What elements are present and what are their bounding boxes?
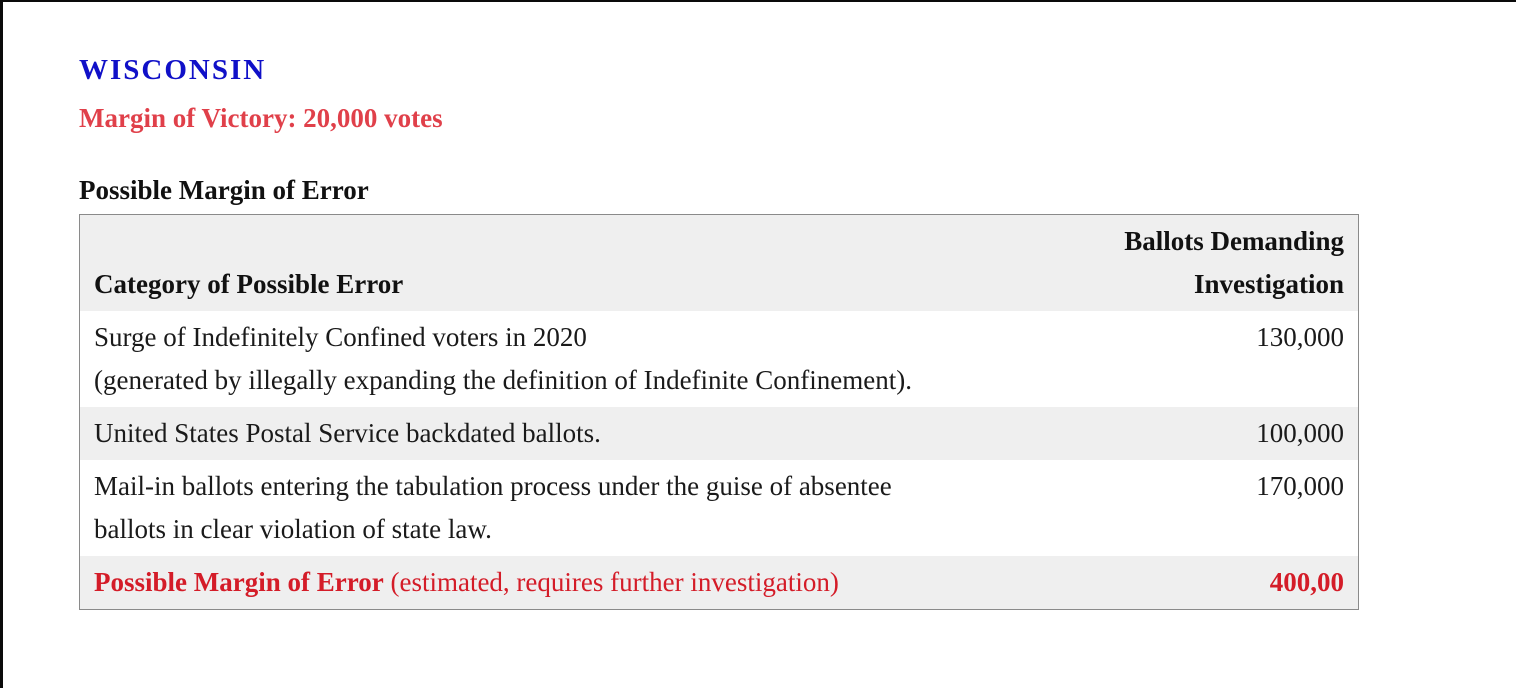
total-note: (estimated, requires further investigation) xyxy=(390,567,839,597)
margin-of-victory: Margin of Victory: 20,000 votes xyxy=(79,103,443,133)
category-cell xyxy=(80,460,1031,556)
column-header-ballots xyxy=(1030,215,1359,312)
ballots-cell: 100,000 xyxy=(1256,418,1344,448)
table-row xyxy=(80,407,1359,460)
table-header-row xyxy=(80,215,1359,312)
margin-of-error-table xyxy=(79,214,1359,610)
total-label: Possible Margin of Error xyxy=(94,567,384,597)
ballots-cell: 130,000 xyxy=(1256,322,1344,352)
column-header-category-label: Category of Possible Error xyxy=(94,269,404,299)
category-text: Mail-in ballots entering the tabulation process under the guise of absentee xyxy=(94,471,892,501)
table-row xyxy=(80,311,1359,407)
category-subtext: (generated by illegally expanding the definition of Indefinite Confinement). xyxy=(94,365,912,395)
state-title: WISCONSIN xyxy=(79,54,267,86)
category-subtext: ballots in clear violation of state law. xyxy=(94,514,492,544)
total-value: 400,00 xyxy=(1269,567,1344,597)
ballots-cell: 170,000 xyxy=(1256,471,1344,501)
total-label-cell xyxy=(80,556,1031,610)
column-header-ballots-line1: Ballots Demanding xyxy=(1124,226,1344,256)
table-total-row xyxy=(80,556,1359,610)
section-heading: Possible Margin of Error xyxy=(79,175,369,205)
category-text: United States Postal Service backdated ballots. xyxy=(94,418,601,448)
column-header-ballots-line2: Investigation xyxy=(1193,269,1344,299)
category-cell xyxy=(80,407,1031,460)
table-row xyxy=(80,460,1359,556)
column-header-category xyxy=(80,215,1031,312)
category-text: Surge of Indefinitely Confined voters in 2020 xyxy=(94,322,587,352)
document-content xyxy=(79,50,1379,610)
category-cell xyxy=(80,311,1031,407)
